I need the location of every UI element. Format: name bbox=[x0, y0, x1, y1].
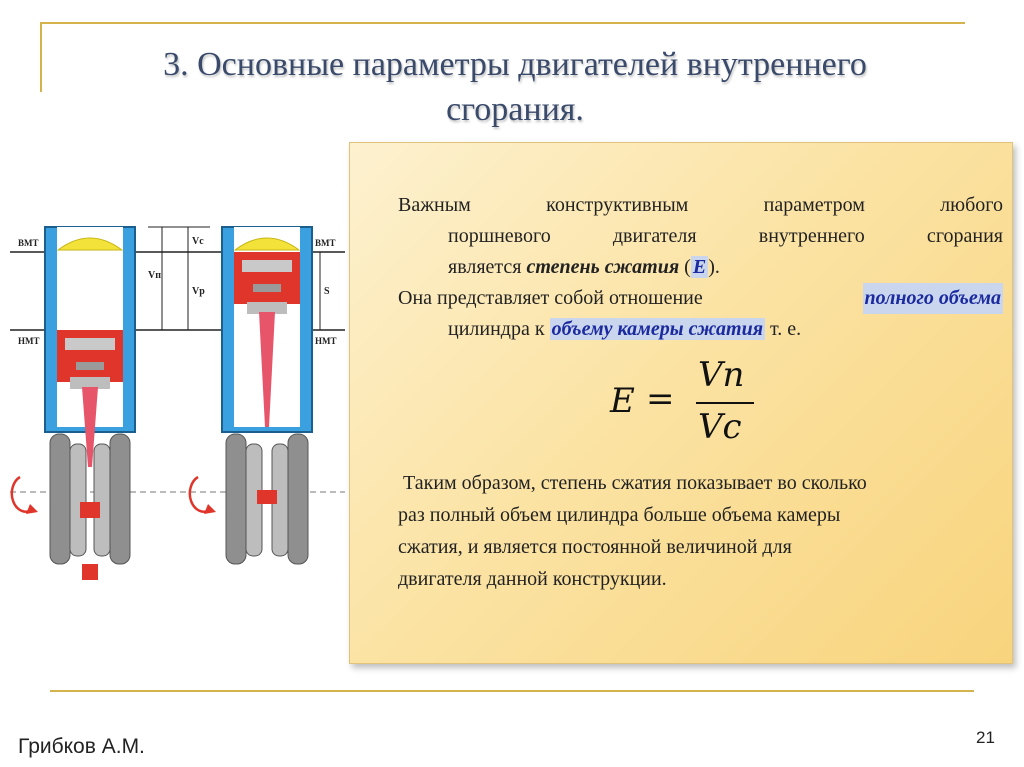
paragraph-line: двигателя данной конструкции. bbox=[398, 568, 667, 590]
engine-cylinder-diagram bbox=[10, 212, 348, 592]
text-span: ). bbox=[708, 256, 720, 278]
word: конструктивным bbox=[546, 194, 689, 216]
text-span: цилиндра к bbox=[448, 318, 550, 340]
text-span: ( bbox=[679, 256, 691, 278]
formula-denominator: Vc bbox=[698, 407, 742, 447]
word: любого bbox=[940, 194, 1003, 216]
label-s: S bbox=[324, 286, 330, 297]
text-span: т. е. bbox=[765, 318, 802, 340]
label-vn: Vп bbox=[148, 270, 161, 281]
text-span: Она представляет собой отношение bbox=[398, 287, 703, 309]
page-number: 21 bbox=[976, 728, 995, 747]
paragraph-line: Таким образом, степень сжатия показывает во сколько bbox=[398, 472, 867, 494]
term-full-volume: полного объема bbox=[863, 283, 1003, 314]
paragraph-compression-ratio bbox=[398, 190, 1003, 283]
left-frame-line bbox=[40, 22, 42, 92]
paragraph-line bbox=[398, 283, 1003, 314]
label-nmt-left: НМТ bbox=[18, 336, 40, 346]
formula-numerator: Vn bbox=[698, 355, 745, 395]
title-line-2: сгорания. bbox=[446, 91, 584, 128]
label-bmt-right: ВМТ bbox=[315, 238, 336, 248]
paragraph-conclusion bbox=[398, 467, 1008, 595]
bottom-divider bbox=[50, 690, 974, 692]
term-chamber-volume: объему камеры сжатия bbox=[551, 318, 764, 340]
word: Важным bbox=[398, 194, 471, 216]
paragraph-line bbox=[398, 252, 1003, 283]
label-nmt-right: НМТ bbox=[315, 336, 337, 346]
symbol-e: E bbox=[692, 256, 707, 278]
formula-lhs: E bbox=[610, 381, 635, 421]
paragraph-line: раз полный объем цилиндра больше объема камеры bbox=[398, 504, 841, 526]
slide-title bbox=[60, 42, 990, 132]
top-frame-line bbox=[40, 22, 965, 24]
text-span: является bbox=[448, 256, 527, 278]
word: параметром bbox=[763, 194, 865, 216]
paragraph-line bbox=[398, 190, 1003, 221]
paragraph-line bbox=[398, 314, 1003, 345]
paragraph-definition bbox=[398, 283, 1003, 345]
compression-ratio-formula bbox=[608, 355, 768, 450]
paragraph-line: сжатия, и является постоянной величиной для bbox=[398, 536, 792, 558]
formula-equals: = bbox=[646, 379, 675, 419]
label-vp: Vp bbox=[192, 286, 205, 297]
fraction-bar bbox=[696, 402, 754, 404]
label-vc: Vc bbox=[192, 236, 204, 247]
term-compression-ratio: степень сжатия bbox=[526, 256, 680, 278]
title-line-1: 3. Основные параметры двигателей внутреннего bbox=[163, 46, 867, 83]
author-name: Грибков А.М. bbox=[18, 735, 145, 758]
label-bmt-left: ВМТ bbox=[18, 238, 39, 248]
paragraph-line: поршневого двигателя внутреннего сгорания bbox=[448, 225, 1003, 247]
